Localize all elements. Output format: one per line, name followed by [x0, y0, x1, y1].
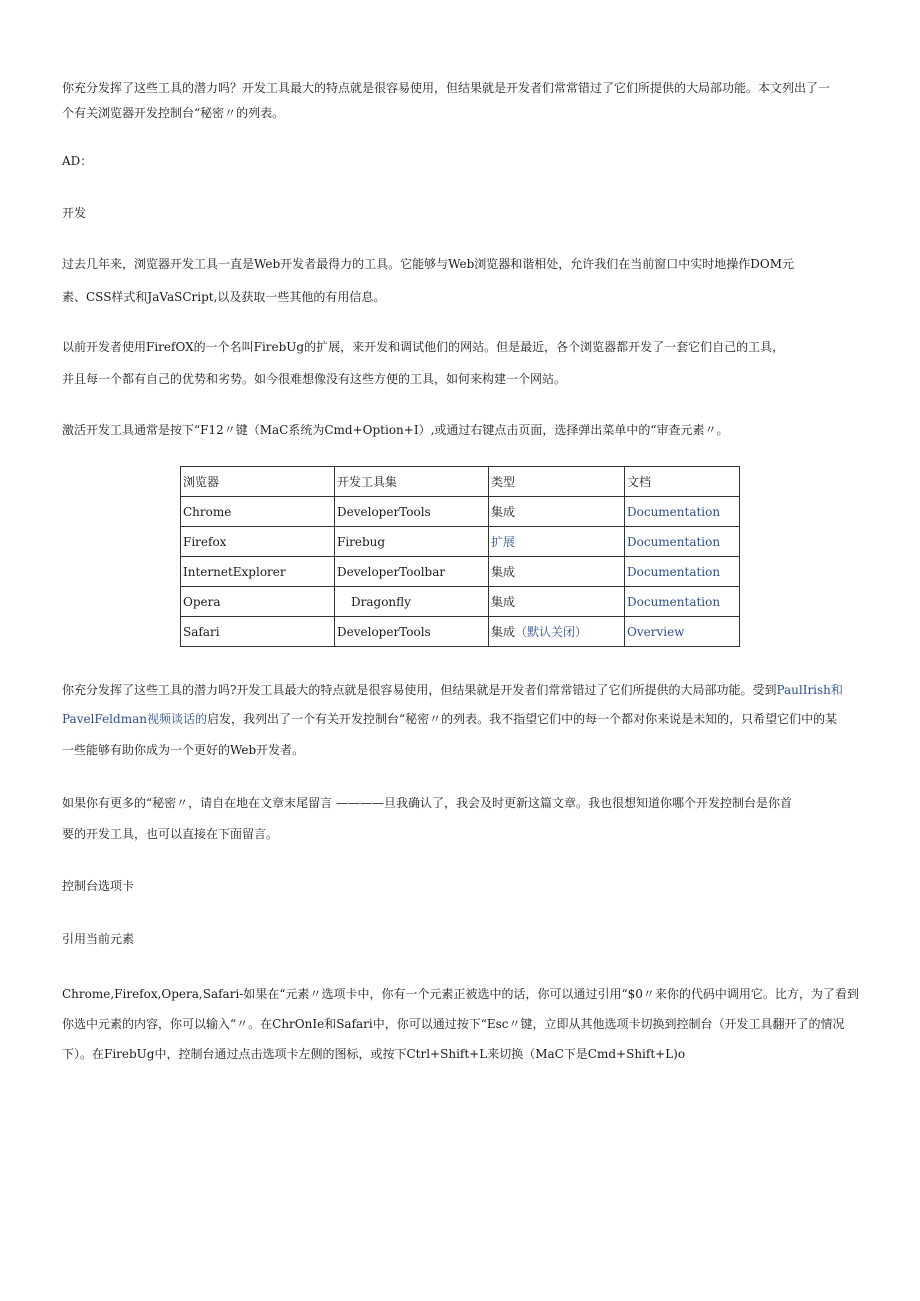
table-row-firefox — [181, 527, 740, 557]
cell-browser: Chrome — [181, 497, 335, 527]
cell-toolset — [335, 587, 489, 617]
cell-browser: Safari — [181, 617, 335, 647]
cell-docs — [625, 617, 740, 647]
docs-link[interactable]: Documentation — [627, 534, 721, 549]
cell-docs — [625, 497, 740, 527]
header-type: 类型 — [489, 467, 625, 497]
potential-line-1-text: 你充分发挥了这些工具的潜力吗?开发工具最大的特点就是很容易使用，但结果就是开发者们常常错过了它们所提供的大局部功能。受到 — [62, 683, 777, 697]
cell-type — [489, 527, 625, 557]
potential-line-3: 一些能够有助你成为一个更好的Web开发者。 — [62, 743, 305, 757]
past-line-1: 过去几年来，浏览器开发工具一直是Web开发者最得力的工具。它能够与Web浏览器和谐相处，允许我们在当前窗口中实时地操作DOM元 — [62, 257, 795, 271]
heading-console-tab: 控制台选项卡 — [62, 879, 135, 893]
intro-line-1: 你充分发挥了这些工具的潜力吗？开发工具最大的特点就是很容易使用，但结果就是开发者们常常错过了它们所提供的大局部功能。本文列出了一 — [62, 81, 831, 95]
cell-toolset: Firebug — [335, 527, 489, 557]
cell-type — [489, 557, 625, 587]
type-text: 集成 — [491, 565, 516, 579]
heading-reference-element: 引用当前元素 — [62, 932, 135, 946]
toolset-text: Dragonfly — [351, 594, 411, 609]
cell-browser: Firefox — [181, 527, 335, 557]
intro-line-2: 个有关浏览器开发控制台“秘密〃的列表。 — [62, 106, 285, 120]
ad-label: AD： — [62, 154, 93, 168]
reference-line-1: Chrome,Firefox,Opera,Safari-如果在“元素〃选项卡中，你有一个元素正被选中的话，你可以通过引用“$0〃来你的代码中调用它。比方，为了看到 — [62, 987, 859, 1001]
table-row-chrome — [181, 497, 740, 527]
paul-irish-link[interactable]: PaulIrish和 — [776, 683, 843, 697]
more-line-2: 要的开发工具，也可以直接在下面留言。 — [62, 827, 279, 841]
docs-link[interactable]: Documentation — [627, 504, 721, 519]
reference-line-3: 下）。在FirebUg中，控制台通过点击选项卡左侧的图标，或按下Ctrl+Shift+L来切换（MaC下是Cmd+Shift+L)o — [62, 1047, 686, 1061]
header-docs: 文档 — [625, 467, 740, 497]
type-text: 集成 — [491, 625, 516, 639]
firebug-line-2: 并且每一个都有自己的优势和劣势。如今很难想像没有这些方便的工具，如何来构建一个网站。 — [62, 372, 567, 386]
cell-docs — [625, 587, 740, 617]
docs-link[interactable]: Documentation — [627, 564, 721, 579]
cell-toolset: DeveloperTools — [335, 617, 489, 647]
cell-type — [489, 617, 625, 647]
more-line-1: 如果你有更多的“秘密〃，请自在地在文章末尾留言 ————旦我确认了，我会及时更新这篇文章。我也很想知道你哪个开发控制台是你首 — [62, 796, 792, 810]
cell-browser: Opera — [181, 587, 335, 617]
type-link[interactable]: 扩展 — [491, 535, 516, 549]
type-link[interactable]: （默认关闭） — [515, 625, 588, 639]
docs-link[interactable]: Documentation — [627, 594, 721, 609]
potential-line-1 — [62, 682, 843, 698]
cell-docs — [625, 557, 740, 587]
type-text: 集成 — [491, 505, 516, 519]
cell-type — [489, 587, 625, 617]
cell-browser: InternetExplorer — [181, 557, 335, 587]
table-row-ie — [181, 557, 740, 587]
cell-toolset: DeveloperToolbar — [335, 557, 489, 587]
section-heading-dev: 开发 — [62, 206, 87, 220]
reference-line-2: 你选中元素的内容，你可以输入“〃。在ChrOnIe和Safari中，你可以通过按下“Esc〃键，立即从其他选项卡切换到控制台（开发工具翻开了的情况 — [62, 1017, 845, 1031]
pavel-feldman-link[interactable]: PavelFeldman视频谈话的 — [62, 712, 207, 726]
table-row-opera — [181, 587, 740, 617]
cell-docs — [625, 527, 740, 557]
potential-line-2-text: 启发，我列出了一个有关开发控制台“秘密〃的列表。我不指望它们中的每一个都对你来说是未知的，只希望它们中的某 — [206, 712, 838, 726]
devtools-table — [180, 466, 740, 647]
firebug-line-1: 以前开发者使用FirefOX的一个名叫FirebUg的扩展，来开发和调试他们的网站。但是最近，各个浏览器都开发了一套它们自己的工具， — [62, 340, 785, 354]
type-text: 集成 — [491, 595, 516, 609]
potential-line-2 — [62, 711, 837, 727]
header-browser: 浏览器 — [181, 467, 335, 497]
table-header-row — [181, 467, 740, 497]
cell-type — [489, 497, 625, 527]
cell-toolset: DeveloperTools — [335, 497, 489, 527]
header-toolset: 开发工具集 — [335, 467, 489, 497]
past-line-2: 素、CSS样式和JaVaSCript,以及获取一些其他的有用信息。 — [62, 290, 386, 304]
table-row-safari — [181, 617, 740, 647]
docs-link[interactable]: Overview — [627, 624, 685, 639]
activate-paragraph: 激活开发工具通常是按下“F12〃键（MaC系统为Cmd+Option+I）,或通过右键点击页面，选择弹出菜单中的“审查元素〃。 — [62, 423, 729, 437]
